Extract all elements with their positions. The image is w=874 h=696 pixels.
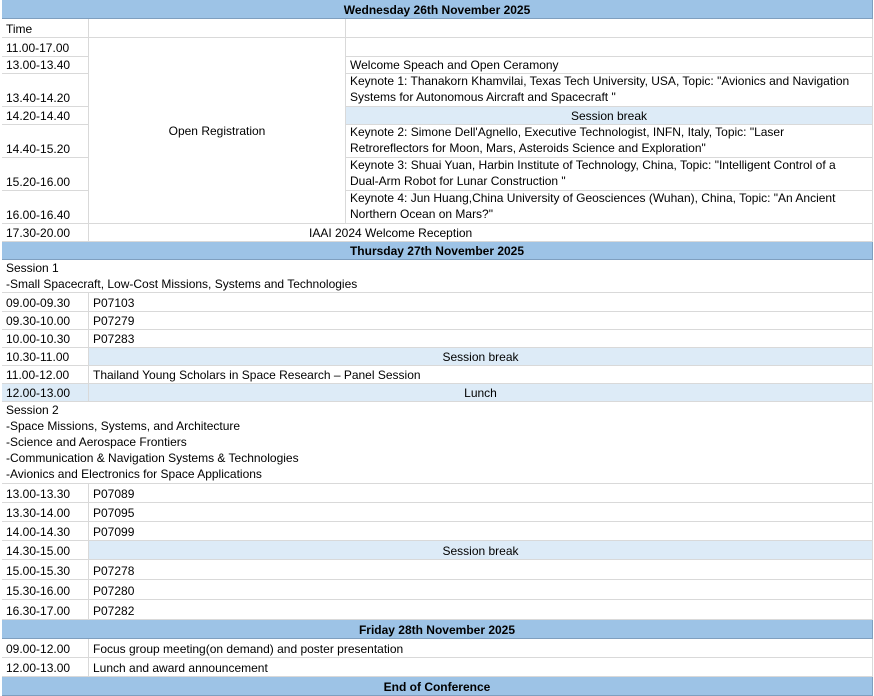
session2-topic: -Avionics and Electronics for Space Applications [6, 467, 262, 481]
table-row[interactable]: 11.00-17.00 [2, 38, 873, 57]
table-row[interactable]: 12.00-13.00 Lunch and award announcement [2, 658, 873, 677]
table-row[interactable]: 13.00-13.40 Welcome Speach and Open Ceramony [2, 57, 873, 74]
session2-block[interactable] [2, 402, 873, 484]
open-registration-label: Open Registration [168, 123, 266, 138]
end-of-conference-row[interactable] [2, 677, 873, 696]
session2-title: Session 2 [6, 403, 59, 417]
session1-topic: -Small Spacecraft, Low-Cost Missions, Systems and Technologies [6, 277, 358, 291]
table-row[interactable]: 13.40-14.20 Keynote 1: Thanakorn Khamvilai, Texas Tech University, USA, Topic: "Avionics and Navigation Systems for Autonomous Aircraft and Spacecraft " [2, 74, 873, 107]
table-row[interactable]: 13.00-13.30 P07089 [2, 484, 873, 503]
end-of-conference: End of Conference [383, 680, 491, 694]
day2-header[interactable] [2, 242, 873, 260]
day3-header[interactable] [2, 620, 873, 639]
day1-title: Wednesday 26th November 2025 [343, 3, 531, 17]
open-registration-cell[interactable] [89, 38, 346, 224]
table-row[interactable]: 10.30-11.00 Session break [2, 348, 873, 366]
table-row[interactable]: 17.30-20.00 IAAI 2024 Welcome Reception [2, 224, 873, 242]
table-row[interactable]: 15.00-15.30 P07278 [2, 560, 873, 580]
table-row[interactable]: 14.20-14.40 Session break [2, 107, 873, 125]
schedule-sheet [2, 0, 873, 696]
table-row[interactable]: 10.00-10.30 P07283 [2, 330, 873, 348]
table-row[interactable]: 14.30-15.00 Session break [2, 541, 873, 560]
session2-topic: -Space Missions, Systems, and Architecture [6, 419, 241, 433]
time-label: Time [6, 22, 33, 36]
table-row[interactable]: 16.00-16.40 Keynote 4: Jun Huang,China University of Geosciences (Wuhan), China, Topic: "An Ancient Northern Ocean on Mars?" [2, 191, 873, 224]
session2-topic: -Communication & Navigation Systems & Technologies [6, 451, 299, 465]
day1-header[interactable] [2, 0, 873, 19]
table-row[interactable]: 09.00-09.30 P07103 [2, 293, 873, 312]
table-row[interactable]: 13.30-14.00 P07095 [2, 503, 873, 522]
table-row[interactable]: 09.30-10.00 P07279 [2, 312, 873, 330]
table-row[interactable]: 14.00-14.30 P07099 [2, 522, 873, 541]
session1-block[interactable] [2, 260, 873, 293]
welcome-reception: IAAI 2024 Welcome Reception [309, 226, 473, 240]
time-label-row[interactable] [2, 19, 873, 38]
table-row[interactable]: 15.20-16.00 Keynote 3: Shuai Yuan, Harbin Institute of Technology, China, Topic: "Intelligent Control of a Dual-Arm Robot for Lunar Construction " [2, 158, 873, 191]
day3-title: Friday 28th November 2025 [358, 623, 516, 637]
table-row[interactable]: 14.40-15.20 Keynote 2: Simone Dell'Agnello, Executive Technologist, INFN, Italy, Topic: "Laser Retroreflectors for Moon, Mars, Asteroids Science and Exploration" [2, 125, 873, 158]
day2-title: Thursday 27th November 2025 [349, 244, 525, 258]
table-row[interactable]: 15.30-16.00 P07280 [2, 580, 873, 600]
table-row[interactable]: 11.00-12.00 Thailand Young Scholars in Space Research – Panel Session [2, 366, 873, 384]
table-row[interactable]: 12.00-13.00 Lunch [2, 384, 873, 402]
session2-topic: -Science and Aerospace Frontiers [6, 435, 187, 449]
table-row[interactable]: 16.30-17.00 P07282 [2, 600, 873, 620]
session1-title: Session 1 [6, 261, 59, 275]
table-row[interactable]: 09.00-12.00 Focus group meeting(on demand) and poster presentation [2, 639, 873, 658]
